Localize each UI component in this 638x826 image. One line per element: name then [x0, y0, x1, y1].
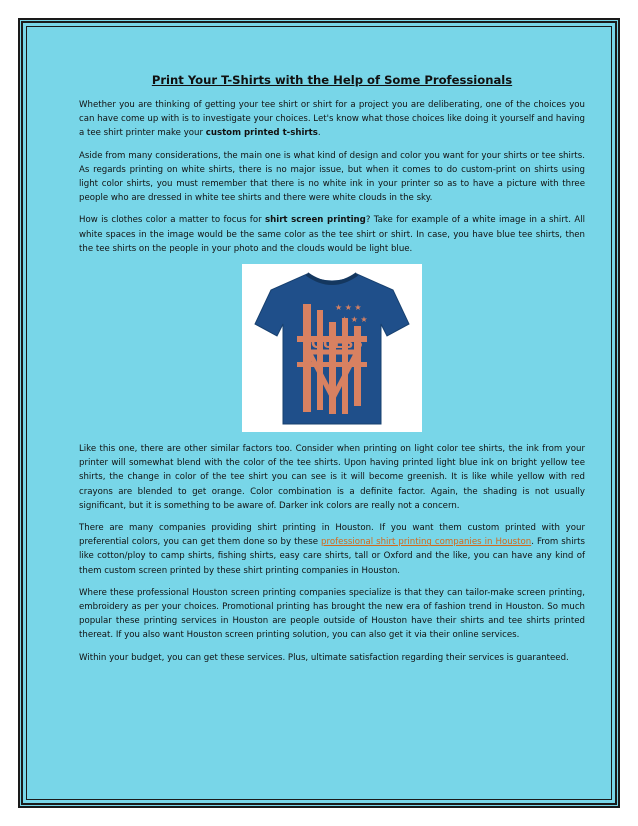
- page-frame: [18, 18, 620, 808]
- tshirt-graphic: [247, 266, 417, 430]
- paragraph-6: Where these professional Houston screen printing companies specialize is that they can tailor-make screen printing, embroidery as per your choices. Promotional printing has brought the new era of fashion trend in Houston. So much popular these printing services in Houston are people outside of Houston have their shirts and tee shirts printed thereat. If you also want Houston screen printing solution, you can also get it via their online services.: [79, 587, 585, 641]
- paragraph-4: Like this one, there are other similar factors too. Consider when printing on light color tee shirts, the ink from your printer will somewhat blend with the color of the tee shirts. Upon having printed light blue ink on bright yellow tee shirts, the change in color of the tee shirt you can see is it will become greenish. It is like while yellow with red crayons are blended to get orange. Color combination is a definite factor. Again, the shading is not usually significant, but it is something to be aware of. Darker ink colors are really not a concern.: [79, 444, 585, 511]
- paragraph-5-text: There are many companies providing shirt printing in Houston. If you want them custom printed with your preferential colors, you can get them done so by these: [79, 523, 585, 548]
- paragraph-2: Aside from many considerations, the main one is what kind of design and color you want for your shirts or tee shirts. As regards printing on white shirts, there is no major issue, but when it comes to do custom-print on shirts using light color shirts, you must remember that there is no white ink in your printer so as to have a picture with three people who are dressed in white tee shirts and there were white clouds in the sky.: [79, 150, 585, 204]
- paragraph-3-end: ? Take for example of a white image in a shirt. All white spaces in the image would be the same color as the tee shirt or shirt. In case, you have blue tee shirts, then the tee shirts on the people in your photo and the clouds would be light blue.: [79, 215, 585, 254]
- keyword-custom-printed-tshirts: custom printed t-shirts: [205, 128, 318, 139]
- paragraph-3: [79, 213, 585, 256]
- svg-text:★ ★ ★: ★ ★ ★: [335, 303, 362, 313]
- svg-text:★ ★ ★: ★ ★ ★: [341, 315, 368, 325]
- paragraph-7: Within your budget, you can get these services. Plus, ultimate satisfaction regarding their services is guaranteed.: [79, 652, 569, 663]
- keyword-shirt-screen-printing: shirt screen printing: [265, 215, 366, 226]
- paragraph-1-text: Whether you are thinking of getting your tee shirt or shirt for a project you are deliberating, one of the choices you can have come up with is to investigate your choices. Let's know what those choices like doing it yourself and having a tee shirt printer make your: [79, 100, 585, 139]
- page-title: Print Your T-Shirts with the Help of Some Professionals: [151, 73, 513, 87]
- shirt-print-text: GUESS: [311, 336, 363, 353]
- document-body: [79, 73, 585, 673]
- paragraph-1: [79, 98, 585, 141]
- paragraph-1-end: .: [317, 128, 321, 139]
- paragraph-5: [79, 521, 585, 578]
- paragraph-5-end: . From shirts like cotton/ploy to camp shirts, fishing shirts, easy care shirts, tall or Oxford and the like, you can have any kind of them custom screen printed by these shirt printing companies in Houston.: [79, 537, 585, 576]
- paragraph-3-text: How is clothes color a matter to focus for: [79, 215, 266, 226]
- tshirt-image: [242, 264, 422, 432]
- houston-printing-companies-link[interactable]: professional shirt printing companies in Houston: [321, 537, 532, 548]
